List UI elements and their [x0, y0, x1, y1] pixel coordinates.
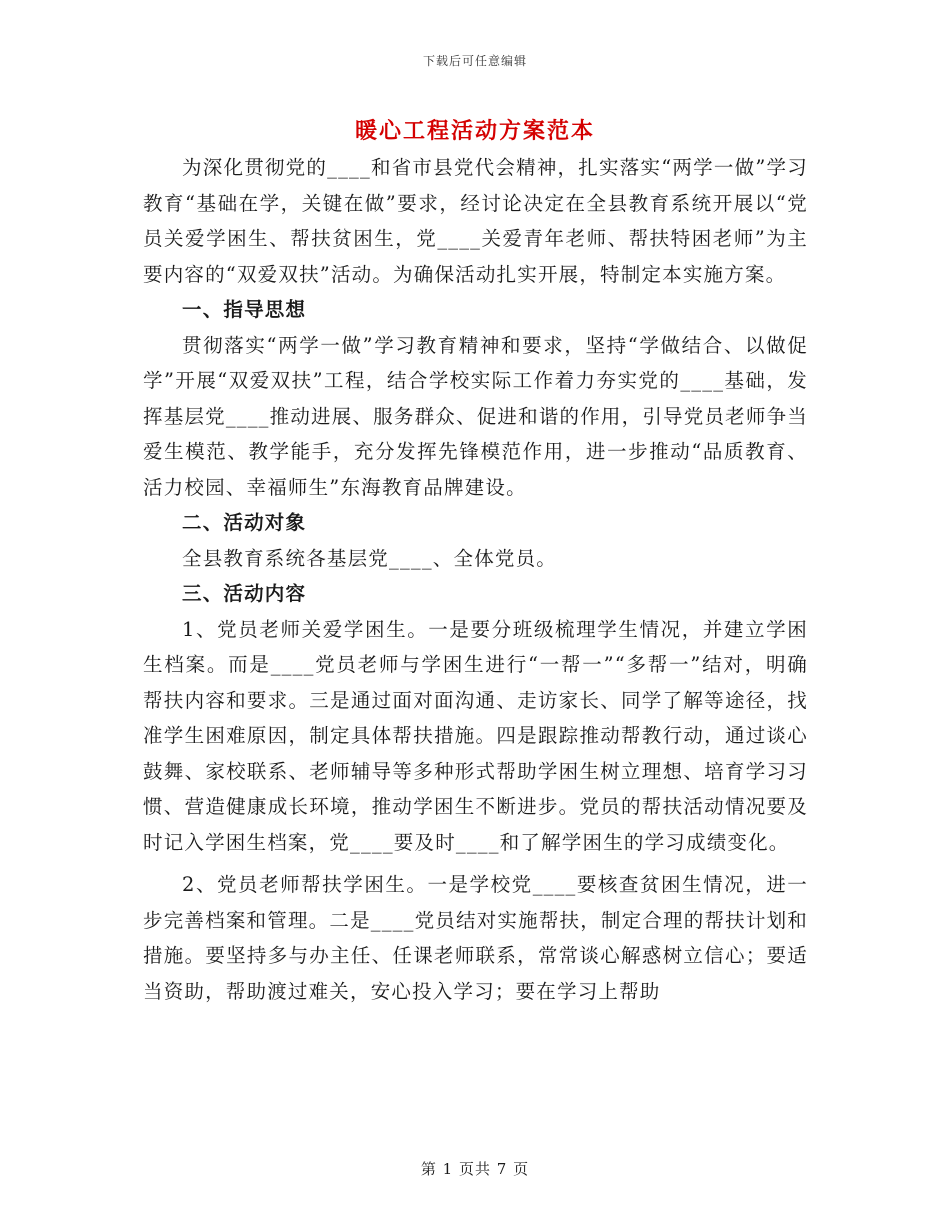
activity-item-1: 1、党员老师关爱学困生。一是要分班级梳理学生情况，并建立学困生档案。而是____党员老师与学困生进行“一帮一”“多帮一”结对，明确帮扶内容和要求。三是通过面对面沟通、走访家长、同学了解等途径，找准学生困难原因，制定具体帮扶措施。四是跟踪推动帮教行动，通过谈心鼓舞、家校联系、老师辅导等多种形式帮助学困生树立理想、培育学习习惯、营造健康成长环境，推动学困生不断进步。党员的帮扶活动情况要及时记入学困生档案，党____要及时____和了解学困生的学习成绩变化。 [143, 617, 808, 854]
page-header-note: 下载后可任意编辑 [422, 54, 527, 68]
document-title: 暖心工程活动方案范本 [354, 118, 595, 144]
section-body-activity-targets: 全县教育系统各基层党____、全体党员。 [182, 546, 558, 570]
section-body-guiding-ideology: 贯彻落实“两学一做”学习教育精神和要求，坚持“学做结合、以做促学”开展“双爱双扶”工程，结合学校实际工作着力夯实党的____基础，发挥基层党____推动进展、服务群众、促进和谐的作用，引导党员老师争当爱生模范、教学能手，充分发挥先锋模范作用，进一步推动“品质教育、活力校园、幸福师生”东海教育品牌建设。 [143, 333, 808, 499]
intro-paragraph: 为深化贯彻党的____和省市县党代会精神，扎实落实“两学一做”学习教育“基础在学，关键在做”要求，经讨论决定在全县教育系统开展以“党员关爱学困生、帮扶贫困生，党____关爱青年老师、帮扶特困老师”为主要内容的“双爱双扶”活动。为确保活动扎实开展，特制定本实施方案。 [143, 156, 808, 286]
activity-item-2: 2、党员老师帮扶学困生。一是学校党____要核查贫困生情况，进一步完善档案和管理。二是____党员结对实施帮扶，制定合理的帮扶计划和措施。要坚持多与办主任、任课老师联系，常常谈心解惑树立信心；要适当资助，帮助渡过难关，安心投入学习；要在学习上帮助 [143, 873, 808, 1003]
document-body [143, 150, 808, 1009]
page-indicator: 第 1 页共 7 页 [420, 1160, 530, 1178]
section-heading-guiding-ideology: 一、指导思想 [182, 298, 307, 321]
section-heading-activity-targets: 二、活动对象 [182, 511, 307, 534]
section-heading-activity-content: 三、活动内容 [182, 582, 307, 605]
